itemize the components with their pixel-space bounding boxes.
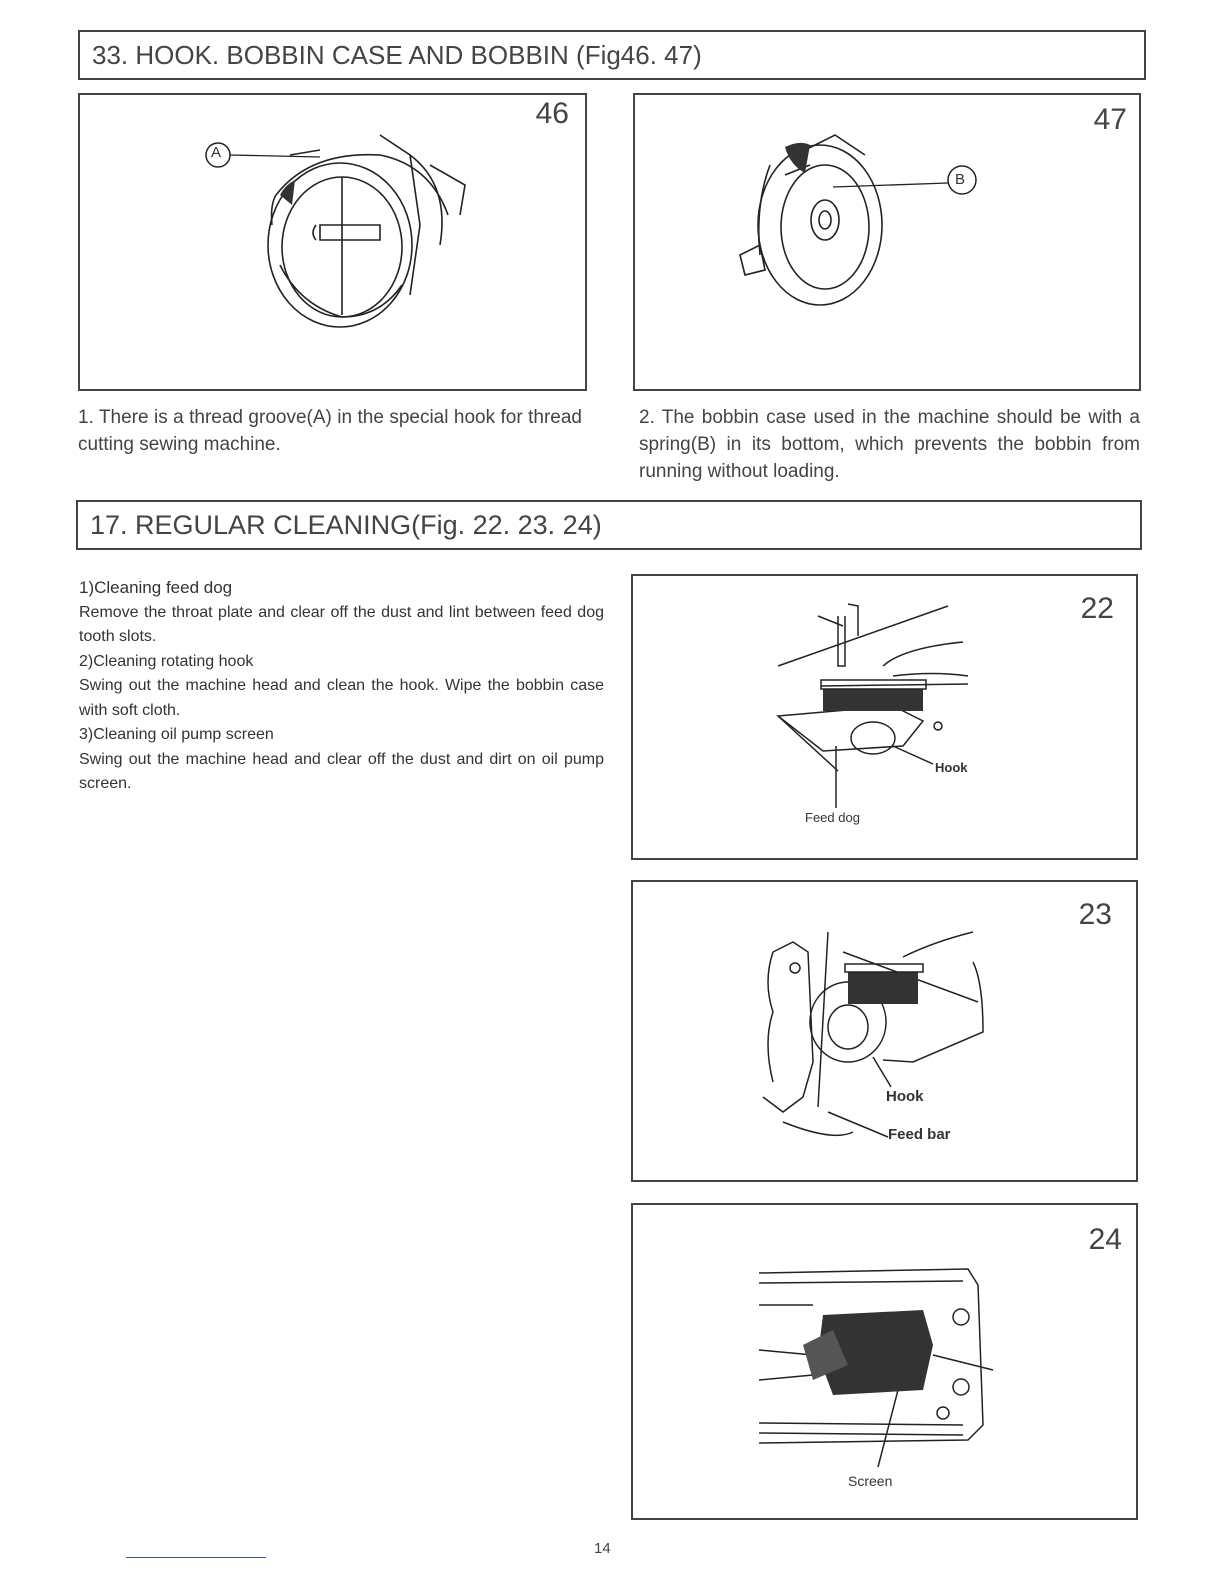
- callout-a-label: A: [211, 144, 222, 161]
- instruction-body: Remove the throat plate and clear off the dust and lint between feed dog tooth slots.: [79, 603, 604, 645]
- feed-dog-cleaning-illustration: [633, 576, 1136, 858]
- paragraph-bobbin-spring: 2. The bobbin case used in the machine should be with a spring(B) in its bottom, which prevents the bobbin from running without loading.: [639, 407, 1140, 482]
- label-feed-dog: Feed dog: [805, 810, 860, 825]
- label-hook: Hook: [886, 1088, 924, 1105]
- figure-22: [631, 574, 1138, 860]
- page-number: 14: [594, 1540, 611, 1557]
- figure-47: [633, 93, 1141, 391]
- section-title-hook-bobbin: [78, 30, 1146, 80]
- instruction-body: Swing out the machine head and clear off the dust and dirt on oil pump screen.: [79, 750, 604, 792]
- figure-number: 22: [1080, 592, 1114, 625]
- footer-rule: [126, 1557, 266, 1558]
- callout-b-label: B: [955, 171, 966, 188]
- instruction-body: Swing out the machine head and clean the hook. Wipe the bobbin case with soft cloth.: [79, 677, 604, 719]
- section-title-regular-cleaning: [76, 500, 1142, 550]
- figure-number: 23: [1078, 898, 1112, 931]
- oil-pump-screen-illustration: [633, 1205, 1136, 1518]
- figure-number: 46: [535, 97, 569, 130]
- instruction-heading: 3)Cleaning oil pump screen: [79, 726, 274, 743]
- figure-24: [631, 1203, 1138, 1520]
- figure-46: [78, 93, 587, 391]
- rotating-hook-cleaning-illustration: [633, 882, 1136, 1180]
- section-title-text: 33. HOOK. BOBBIN CASE AND BOBBIN (Fig46. 47): [92, 39, 702, 70]
- figure-23: [631, 880, 1138, 1182]
- figure-number: 47: [1093, 103, 1127, 136]
- cleaning-instructions: [79, 576, 604, 797]
- instruction-heading: 1)Cleaning feed dog: [79, 578, 233, 597]
- figure-number: 24: [1088, 1223, 1122, 1256]
- label-screen: Screen: [848, 1473, 893, 1489]
- instruction-heading: 2)Cleaning rotating hook: [79, 652, 254, 670]
- hook-illustration: [80, 95, 585, 389]
- label-hook: Hook: [935, 760, 968, 775]
- paragraph-thread-groove: 1. There is a thread groove(A) in the special hook for thread cutting sewing machine.: [78, 407, 582, 455]
- label-feed-bar: Feed bar: [888, 1126, 951, 1143]
- section-title-text: 17. REGULAR CLEANING(Fig. 22. 23. 24): [90, 509, 602, 540]
- bobbin-case-illustration: [635, 95, 1139, 389]
